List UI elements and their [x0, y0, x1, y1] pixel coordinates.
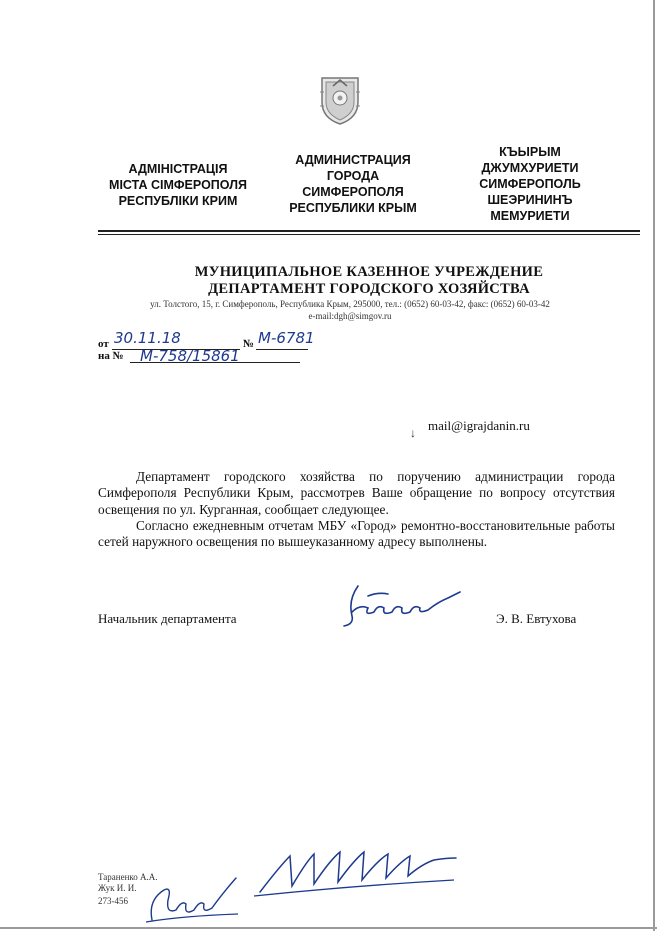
org-ru-line: СИМФЕРОПОЛЯ [302, 185, 404, 199]
executor-name: Жук И. И. [98, 883, 137, 893]
org-ru-line: АДМИНИСТРАЦИЯ [295, 153, 411, 167]
number-label: № [243, 338, 255, 350]
reference-label: на № [98, 350, 124, 362]
handwritten-initials [142, 870, 242, 926]
reference-number: М-758/15861 [140, 347, 240, 365]
org-name-russian [278, 152, 428, 216]
org-name-ukrainian [98, 161, 258, 209]
org-crh-line: КЪЫРЫМ [499, 145, 561, 159]
org-ru-line: ГОРОДА [326, 169, 380, 183]
executor-name: Тараненко А.А. [98, 872, 158, 882]
registration-number: М-6781 [258, 329, 315, 347]
org-ua-line: РЕСПУБЛІКИ КРИМ [118, 194, 238, 208]
org-crh-line: ДЖУМХУРИЕТИ [481, 161, 579, 175]
scan-border-right [653, 0, 655, 931]
org-ru-line: РЕСПУБЛИКИ КРЫМ [289, 201, 417, 215]
number-underline [256, 349, 308, 350]
check-mark-icon: ↓ [410, 426, 416, 440]
signatory-name: Э. В. Евтухова [496, 611, 577, 626]
scan-border-bottom [0, 927, 657, 929]
institution-email: e-mail:dgh@simgov.ru [308, 311, 392, 321]
org-crh-line: СИМФЕРОПОЛЬ [479, 177, 581, 191]
org-ua-line: АДМІНІСТРАЦІЯ [128, 162, 228, 176]
recipient-email: mail@igrajdanin.ru [428, 418, 530, 433]
org-crh-line: ШЕЭРИНИНЪ [487, 193, 573, 207]
registration-date: 30.11.18 [114, 329, 181, 347]
body-paragraph: Согласно ежедневным отчетам МБУ «Город» ремонтно-восстановительные работы сетей наружного освещения по вышеуказанному адресу выполнены. [98, 518, 615, 550]
coat-of-arms-icon [318, 72, 362, 126]
handwritten-stroke-signature [250, 846, 460, 902]
institution-name-line1: МУНИЦИПАЛЬНОЕ КАЗЕННОЕ УЧРЕЖДЕНИЕ [194, 264, 544, 280]
institution-address: ул. Толстого, 15, г. Симферополь, Республика Крым, 295000, тел.: (0652) 60-03-42, факс: (0652) 60-03-42 [150, 299, 550, 309]
signatory-title: Начальник департамента [98, 611, 237, 626]
header-divider [98, 230, 640, 232]
body-paragraph: Департамент городского хозяйства по поручению администрации города Симферополя Республики Крым, рассмотрев Ваше обращение по вопросу отсутствия освещения по ул. Курганная, сообщает следующее. [98, 469, 615, 517]
org-crh-line: МЕМУРИЕТИ [490, 209, 570, 223]
date-label: от [98, 338, 109, 350]
org-ua-line: МІСТА СІМФЕРОПОЛЯ [109, 178, 247, 192]
handwritten-signature [338, 582, 462, 628]
org-name-crimean-tatar [460, 144, 600, 224]
header-divider-thin [98, 234, 640, 235]
executor-phone: 273-456 [98, 896, 128, 906]
institution-name-line2: ДЕПАРТАМЕНТ ГОРОДСКОГО ХОЗЯЙСТВА [208, 281, 530, 297]
